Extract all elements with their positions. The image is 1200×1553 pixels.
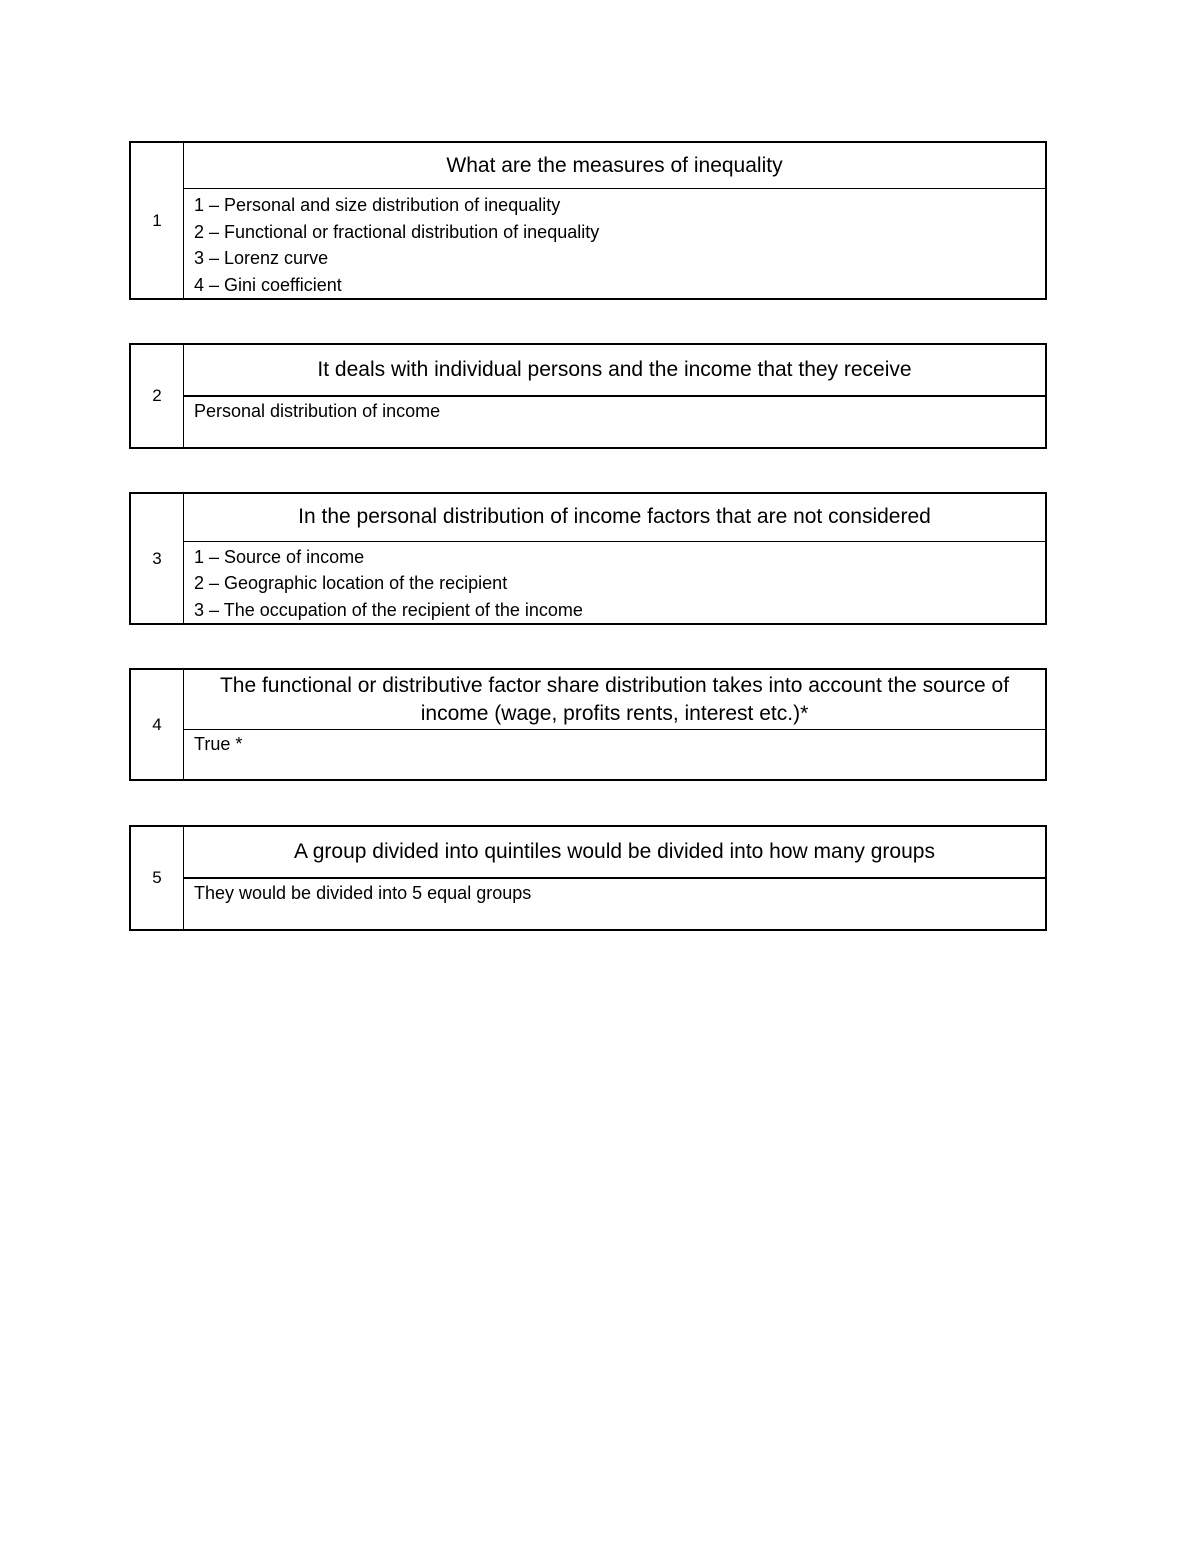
answer-line: 3 – Lorenz curve [194, 248, 329, 268]
question-number: 5 [131, 827, 184, 929]
question-text: What are the measures of inequality [184, 143, 1045, 189]
answer-line: True * [194, 734, 243, 754]
answer-line: 2 – Functional or fractional distribution of inequality [194, 221, 600, 242]
question-card-1 [129, 141, 1047, 300]
question-body [184, 345, 1045, 447]
question-text: It deals with individual persons and the income that they receive [184, 345, 1045, 397]
answer-line: 3 – The occupation of the recipient of the income [194, 599, 583, 620]
question-card-5 [129, 825, 1047, 931]
answer-area [184, 879, 1045, 929]
question-card-3 [129, 492, 1047, 625]
answer-area [184, 730, 1045, 779]
answer-line: 2 – Geographic location of the recipient [194, 573, 508, 593]
question-number: 1 [131, 143, 184, 298]
answer-line: 1 – Personal and size distribution of inequality [194, 195, 561, 215]
question-card-2 [129, 343, 1047, 449]
answer-area [184, 542, 1045, 624]
question-number: 4 [131, 670, 184, 779]
question-body [184, 670, 1045, 779]
question-body [184, 827, 1045, 929]
question-body [184, 143, 1045, 298]
question-text: The functional or distributive factor share distribution takes into account the source of income (wage, profits rents, interest etc.)* [184, 670, 1045, 730]
answer-area [184, 189, 1045, 298]
answer-area [184, 397, 1045, 447]
question-text: In the personal distribution of income factors that are not considered [184, 494, 1045, 542]
answer-line: They would be divided into 5 equal groups [194, 883, 532, 903]
question-number: 2 [131, 345, 184, 447]
question-number: 3 [131, 494, 184, 623]
question-text: A group divided into quintiles would be divided into how many groups [184, 827, 1045, 879]
question-card-4 [129, 668, 1047, 781]
answer-line: 1 – Source of income [194, 546, 365, 567]
answer-line: Personal distribution of income [194, 401, 441, 421]
question-body [184, 494, 1045, 623]
answer-line: 4 – Gini coefficient [194, 274, 342, 295]
